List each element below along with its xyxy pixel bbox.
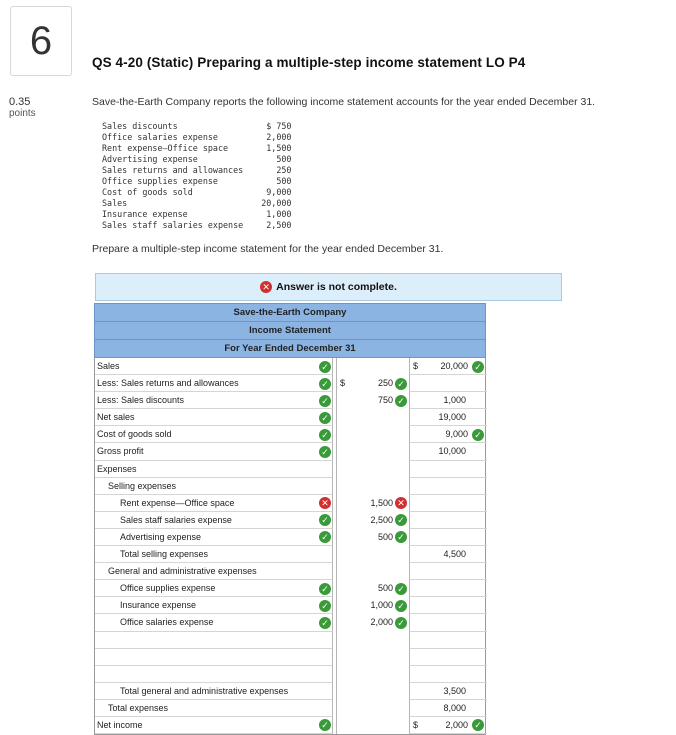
statement-row <box>95 632 485 649</box>
statement-company: Save-the-Earth Company <box>95 304 485 322</box>
statement-row <box>95 478 485 495</box>
amount-value: 4,500 <box>443 549 466 560</box>
statement-row <box>95 614 485 631</box>
currency-symbol: $ <box>413 719 419 730</box>
correct-check-icon: ✓ <box>395 395 407 407</box>
amount-column-1[interactable] <box>336 461 409 478</box>
amount-value: 2,500 <box>370 514 393 525</box>
amount-column-1[interactable] <box>336 512 409 529</box>
correct-check-icon: ✓ <box>395 514 407 526</box>
statement-row-label[interactable]: Less: Sales returns and allowances <box>95 375 333 392</box>
statement-row-label[interactable]: Cost of goods sold <box>95 426 333 443</box>
correct-check-icon: ✓ <box>395 583 407 595</box>
incorrect-x-icon: ✕ <box>395 497 407 509</box>
amount-column-1[interactable] <box>336 495 409 512</box>
correct-check-icon: ✓ <box>319 514 331 526</box>
currency-symbol: $ <box>340 378 346 389</box>
amount-column-2[interactable] <box>409 529 487 546</box>
statement-row <box>95 546 485 563</box>
account-name: Sales discounts <box>102 121 178 131</box>
amount-column-1[interactable] <box>336 632 409 649</box>
account-amount: 250 <box>276 165 292 175</box>
statement-row-label[interactable]: Gross profit <box>95 443 333 460</box>
amount-column-2[interactable] <box>409 597 487 614</box>
incorrect-x-icon: ✕ <box>319 497 331 509</box>
points-label: points <box>9 108 36 119</box>
amount-value: 20,000 <box>440 361 468 371</box>
account-name: Office supplies expense <box>102 176 218 186</box>
amount-column-2[interactable] <box>409 683 487 700</box>
correct-check-icon: ✓ <box>472 719 484 731</box>
statement-row <box>95 392 485 409</box>
correct-check-icon: ✓ <box>319 429 331 441</box>
correct-check-icon: ✓ <box>472 361 484 373</box>
correct-check-icon: ✓ <box>319 378 331 390</box>
amount-value: 1,500 <box>370 497 393 508</box>
account-amount: 1,000 <box>266 209 292 219</box>
account-amount: 20,000 <box>261 198 292 208</box>
statement-row-label[interactable] <box>95 632 333 649</box>
amount-value: 1,000 <box>370 600 393 611</box>
points-info <box>9 96 36 120</box>
statement-row <box>95 563 485 580</box>
statement-row <box>95 512 485 529</box>
amount-value: 500 <box>377 583 393 594</box>
amount-column-2[interactable] <box>409 614 487 631</box>
statement-period: For Year Ended December 31 <box>95 340 485 358</box>
amount-column-2[interactable] <box>409 409 487 426</box>
correct-check-icon: ✓ <box>319 395 331 407</box>
statement-row-label[interactable]: Sales <box>95 358 333 375</box>
correct-check-icon: ✓ <box>319 600 331 612</box>
amount-column-1[interactable] <box>336 358 409 375</box>
statement-row <box>95 409 485 426</box>
amount-value: 9,000 <box>445 429 468 440</box>
account-name: Rent expense—Office space <box>102 143 229 153</box>
account-row <box>102 176 291 187</box>
amount-column-1[interactable] <box>336 597 409 614</box>
amount-value: 3,500 <box>443 685 466 696</box>
statement-rows <box>94 358 486 735</box>
statement-row-label[interactable]: Sales staff salaries expense <box>95 512 333 529</box>
account-name: Insurance expense <box>102 209 188 219</box>
amount-column-2[interactable] <box>409 666 487 683</box>
question-intro: Save-the-Earth Company reports the following income statement accounts for the year ended December 31. <box>92 96 596 108</box>
statement-row <box>95 649 485 666</box>
amount-column-2[interactable] <box>409 375 487 392</box>
amount-column-1[interactable] <box>336 546 409 563</box>
statement-row-label[interactable]: Office supplies expense <box>95 580 333 597</box>
amount-value: 19,000 <box>438 412 466 423</box>
account-amount: 2,000 <box>266 132 292 142</box>
answer-status-banner <box>95 273 562 301</box>
amount-column-1[interactable] <box>336 443 409 460</box>
statement-row-label[interactable]: Selling expenses <box>95 478 333 495</box>
statement-row <box>95 495 485 512</box>
correct-check-icon: ✓ <box>319 719 331 731</box>
statement-row <box>95 666 485 683</box>
account-amount: 500 <box>276 176 292 186</box>
amount-column-2[interactable] <box>409 563 487 580</box>
statement-row <box>95 683 485 700</box>
correct-check-icon: ✓ <box>395 617 407 629</box>
correct-check-icon: ✓ <box>319 531 331 543</box>
statement-row-label[interactable]: Total selling expenses <box>95 546 333 563</box>
account-row <box>102 121 291 132</box>
statement-name: Income Statement <box>95 322 485 340</box>
statement-row-label[interactable]: Office salaries expense <box>95 614 333 631</box>
amount-value: 750 <box>377 395 393 406</box>
account-amount: 2,500 <box>266 220 292 230</box>
account-name: Sales returns and allowances <box>102 165 244 175</box>
amount-value: 2,000 <box>445 719 468 730</box>
statement-row <box>95 529 485 546</box>
account-row <box>102 209 291 220</box>
account-row <box>102 154 291 165</box>
amount-column-1[interactable] <box>336 529 409 546</box>
correct-check-icon: ✓ <box>319 583 331 595</box>
amount-column-1[interactable] <box>336 409 409 426</box>
statement-row <box>95 597 485 614</box>
correct-check-icon: ✓ <box>319 617 331 629</box>
amount-column-2[interactable] <box>409 580 487 597</box>
statement-row-label[interactable] <box>95 666 333 683</box>
amount-column-2[interactable] <box>409 426 487 443</box>
correct-check-icon: ✓ <box>472 429 484 441</box>
amount-column-1[interactable] <box>336 478 409 495</box>
statement-row-label[interactable]: Net sales <box>95 409 333 426</box>
amount-column-1[interactable] <box>336 426 409 443</box>
account-row <box>102 165 291 176</box>
statement-row <box>95 443 485 460</box>
statement-row-label[interactable]: General and administrative expenses <box>95 563 333 580</box>
statement-row-label[interactable]: Advertising expense <box>95 529 333 546</box>
correct-check-icon: ✓ <box>395 531 407 543</box>
amount-column-2[interactable] <box>409 700 487 717</box>
statement-row-label[interactable]: Insurance expense <box>95 597 333 614</box>
incorrect-icon: ✕ <box>260 281 272 293</box>
statement-row <box>95 375 485 392</box>
statement-row <box>95 580 485 597</box>
account-name: Advertising expense <box>102 154 198 164</box>
account-amount: 1,500 <box>266 143 292 153</box>
question-instruction: Prepare a multiple-step income statement for the year ended December 31. <box>92 243 444 255</box>
amount-column-2[interactable] <box>409 478 487 495</box>
amount-value: 10,000 <box>438 446 466 457</box>
points-value: 0.35 <box>9 96 31 108</box>
amount-column-2[interactable] <box>409 358 487 375</box>
question-title: QS 4-20 (Static) Preparing a multiple-step income statement LO P4 <box>92 55 526 70</box>
correct-check-icon: ✓ <box>395 600 407 612</box>
amount-column-1[interactable] <box>336 649 409 666</box>
amount-column-2[interactable] <box>409 443 487 460</box>
answer-status-text: Answer is not complete. <box>276 281 397 293</box>
question-number: 6 <box>10 6 72 76</box>
income-statement <box>94 303 486 735</box>
statement-header <box>94 303 486 358</box>
statement-row-label[interactable]: Expenses <box>95 461 333 478</box>
amount-column-1[interactable] <box>336 683 409 700</box>
amount-value: 1,000 <box>443 395 466 406</box>
amount-column-1[interactable] <box>336 392 409 409</box>
amount-column-1[interactable] <box>336 563 409 580</box>
correct-check-icon: ✓ <box>319 446 331 458</box>
statement-row-label[interactable]: Net income <box>95 717 333 734</box>
amount-column-2[interactable] <box>409 512 487 529</box>
account-name: Cost of goods sold <box>102 187 193 197</box>
statement-row <box>95 358 485 375</box>
amount-value: 2,000 <box>370 617 393 628</box>
amount-value: 250 <box>377 378 393 389</box>
amount-column-2[interactable] <box>409 632 487 649</box>
amount-column-1[interactable] <box>336 614 409 631</box>
account-row <box>102 187 291 198</box>
correct-check-icon: ✓ <box>319 412 331 424</box>
amount-value: 500 <box>377 531 393 542</box>
amount-column-2[interactable] <box>409 392 487 409</box>
account-row <box>102 220 291 231</box>
account-row <box>102 198 291 209</box>
statement-row-label[interactable] <box>95 649 333 666</box>
amount-column-2[interactable] <box>409 495 487 512</box>
accounts-table <box>102 121 291 231</box>
amount-column-1[interactable] <box>336 666 409 683</box>
account-name: Sales <box>102 198 128 208</box>
amount-column-1[interactable] <box>336 580 409 597</box>
statement-row <box>95 461 485 478</box>
amount-column-2[interactable] <box>409 461 487 478</box>
account-row <box>102 132 291 143</box>
amount-column-1[interactable] <box>336 700 409 717</box>
amount-column-2[interactable] <box>409 649 487 666</box>
statement-row-label[interactable]: Rent expense—Office space <box>95 495 333 512</box>
amount-value: 8,000 <box>443 702 466 713</box>
account-amount: $ 750 <box>266 121 292 131</box>
account-amount: 9,000 <box>266 187 292 197</box>
account-name: Office salaries expense <box>102 132 218 142</box>
account-amount: 500 <box>276 154 292 164</box>
account-name: Sales staff salaries expense <box>102 220 244 230</box>
statement-row <box>95 426 485 443</box>
correct-check-icon: ✓ <box>395 378 407 390</box>
correct-check-icon: ✓ <box>319 361 331 373</box>
statement-row-label[interactable]: Total general and administrative expenses <box>95 683 333 700</box>
statement-row-label[interactable]: Total expenses <box>95 700 333 717</box>
amount-column-2[interactable] <box>409 546 487 563</box>
currency-symbol: $ <box>413 361 419 371</box>
amount-column-1[interactable] <box>336 375 409 392</box>
statement-row <box>95 700 485 717</box>
account-row <box>102 143 291 154</box>
statement-row-label[interactable]: Less: Sales discounts <box>95 392 333 409</box>
